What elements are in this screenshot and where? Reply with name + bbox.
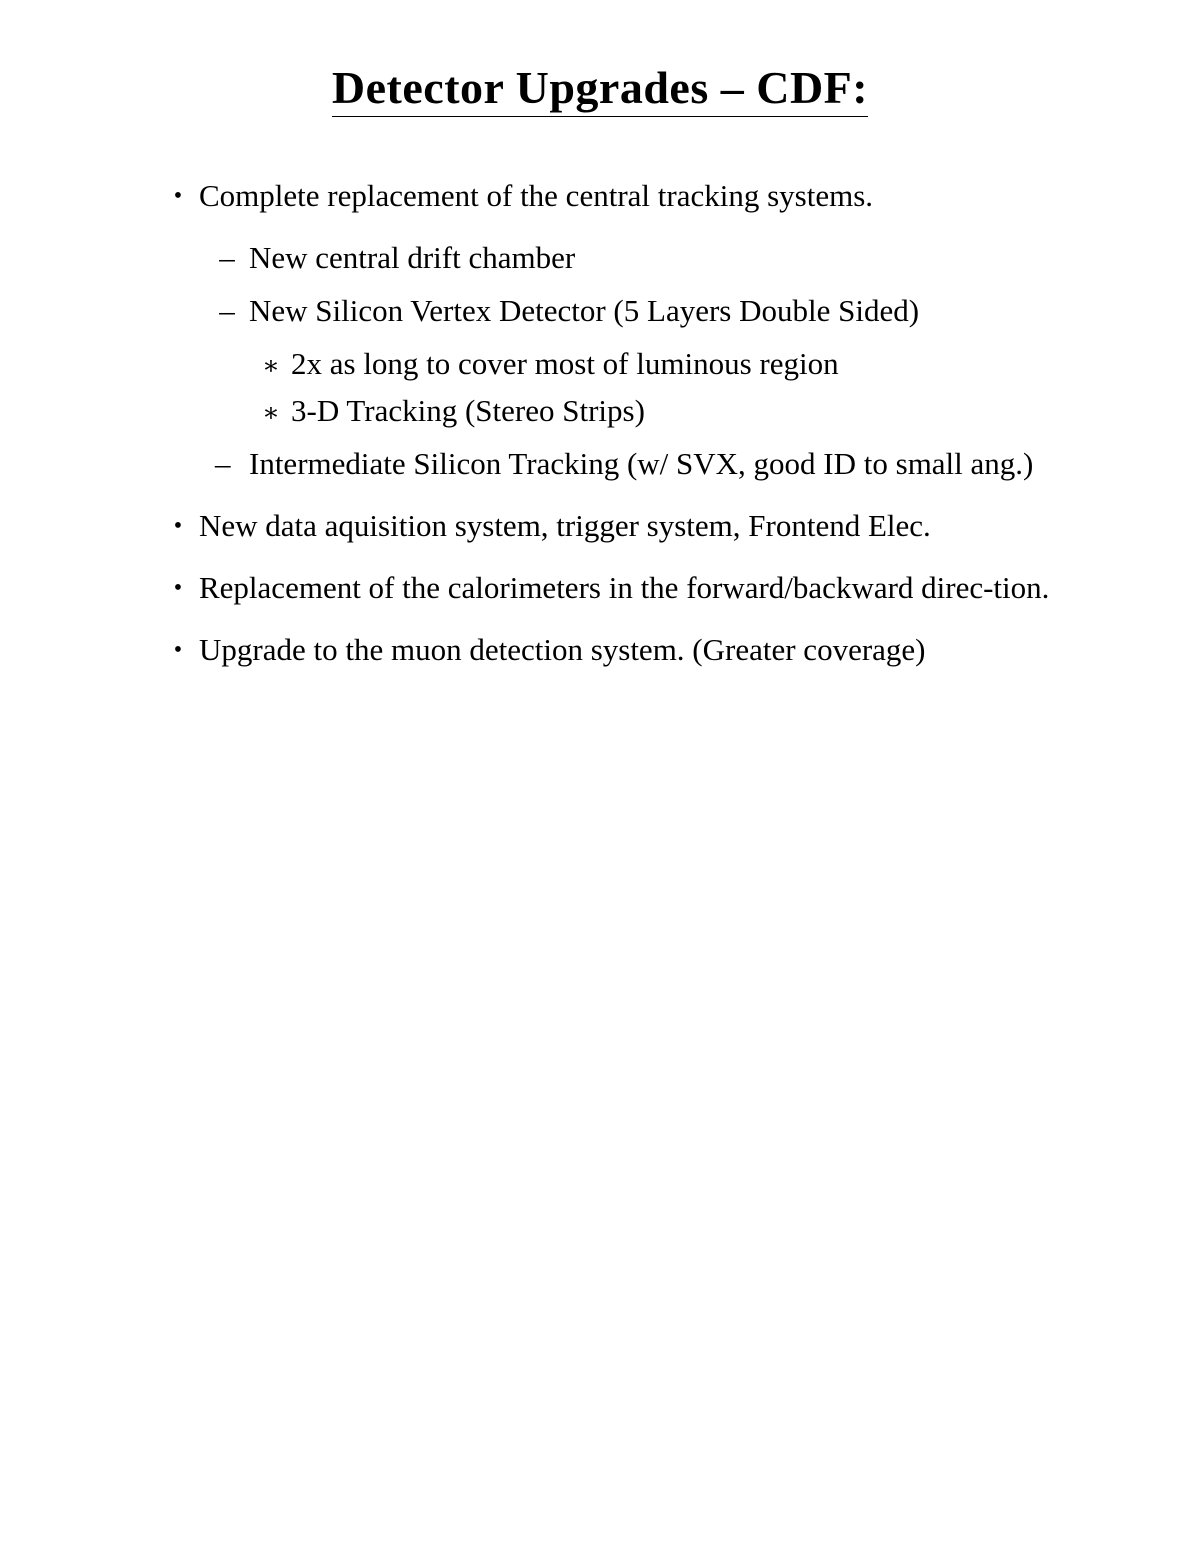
sub-list-item-text: New Silicon Vertex Detector (5 Layers Double Sided) <box>249 293 920 328</box>
bullet-dot-icon: • <box>173 575 183 601</box>
sub-sub-list-item-text: 2x as long to cover most of luminous region <box>291 346 839 381</box>
list-item-text: New data aquisition system, trigger system, Frontend Elec. <box>199 508 931 543</box>
list-item-text: Replacement of the calorimeters in the forward/backward direc-tion. <box>199 570 1050 605</box>
sub-list-item <box>215 443 1061 485</box>
sub-list-item-text: New central drift chamber <box>249 240 576 275</box>
dash-icon: – <box>215 446 231 481</box>
bullet-dot-icon: • <box>173 513 183 539</box>
sub-list-item-text: Intermediate Silicon Tracking (w/ SVX, good ID to small ang.) <box>249 446 1034 481</box>
sub-list-item <box>219 237 1061 279</box>
bullet-dot-icon: • <box>173 637 183 663</box>
list-item <box>173 505 1061 547</box>
list-item <box>173 175 1061 217</box>
asterisk-icon: ∗ <box>262 351 280 380</box>
list-item <box>173 629 1061 671</box>
sub-list-item <box>219 290 1061 332</box>
bullet-list <box>0 175 1200 671</box>
page-title-container <box>0 60 1200 117</box>
dash-icon: – <box>219 293 235 328</box>
list-item-text: Complete replacement of the central tracking systems. <box>199 178 874 213</box>
sub-sub-list-item-text: 3-D Tracking (Stereo Strips) <box>291 393 645 428</box>
sub-sub-list-item <box>262 343 1061 385</box>
bullet-dot-icon: • <box>173 183 183 209</box>
list-item-text: Upgrade to the muon detection system. (Greater coverage) <box>199 632 926 667</box>
sub-sub-list-item <box>262 390 1061 432</box>
list-item <box>173 567 1061 609</box>
dash-icon: – <box>219 240 235 275</box>
asterisk-icon: ∗ <box>262 398 280 427</box>
page-title: Detector Upgrades – CDF: <box>332 60 868 117</box>
